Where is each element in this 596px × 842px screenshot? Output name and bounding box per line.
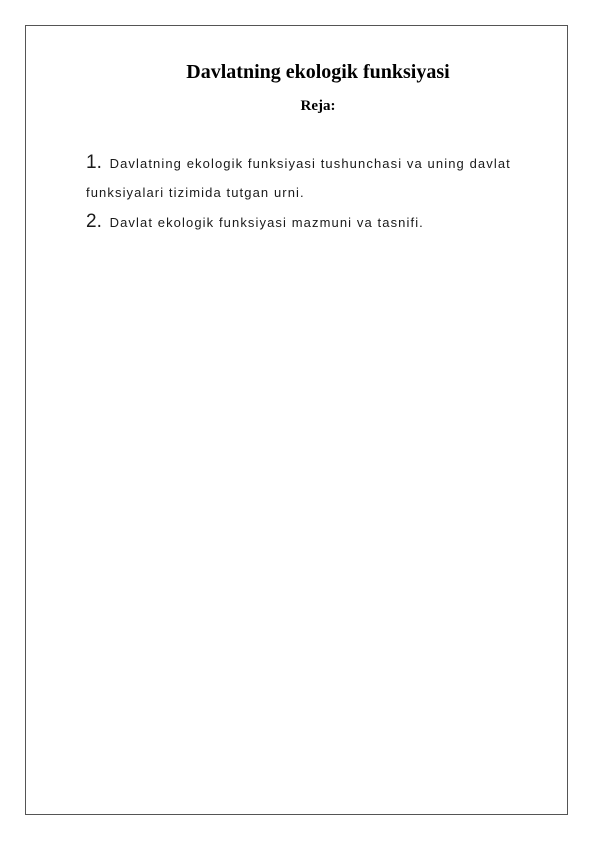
plan-heading: Reja: [300, 98, 336, 114]
document-title: Davlatning ekologik funksiyasi [186, 61, 450, 83]
plan-item-text: Davlat ekologik funksiyasi mazmuni va tasnifi. [109, 215, 424, 230]
plan-item [86, 207, 546, 237]
plan-item-text: Davlatning ekologik funksiyasi tushunchasi va uning davlat funksiyalari tizimida tutgan urni. [86, 156, 511, 200]
plan-item [86, 148, 546, 207]
page-border [25, 25, 568, 815]
plan-list [86, 148, 546, 237]
plan-item-number: 1. [86, 152, 102, 173]
plan-item-number: 2. [86, 211, 102, 232]
